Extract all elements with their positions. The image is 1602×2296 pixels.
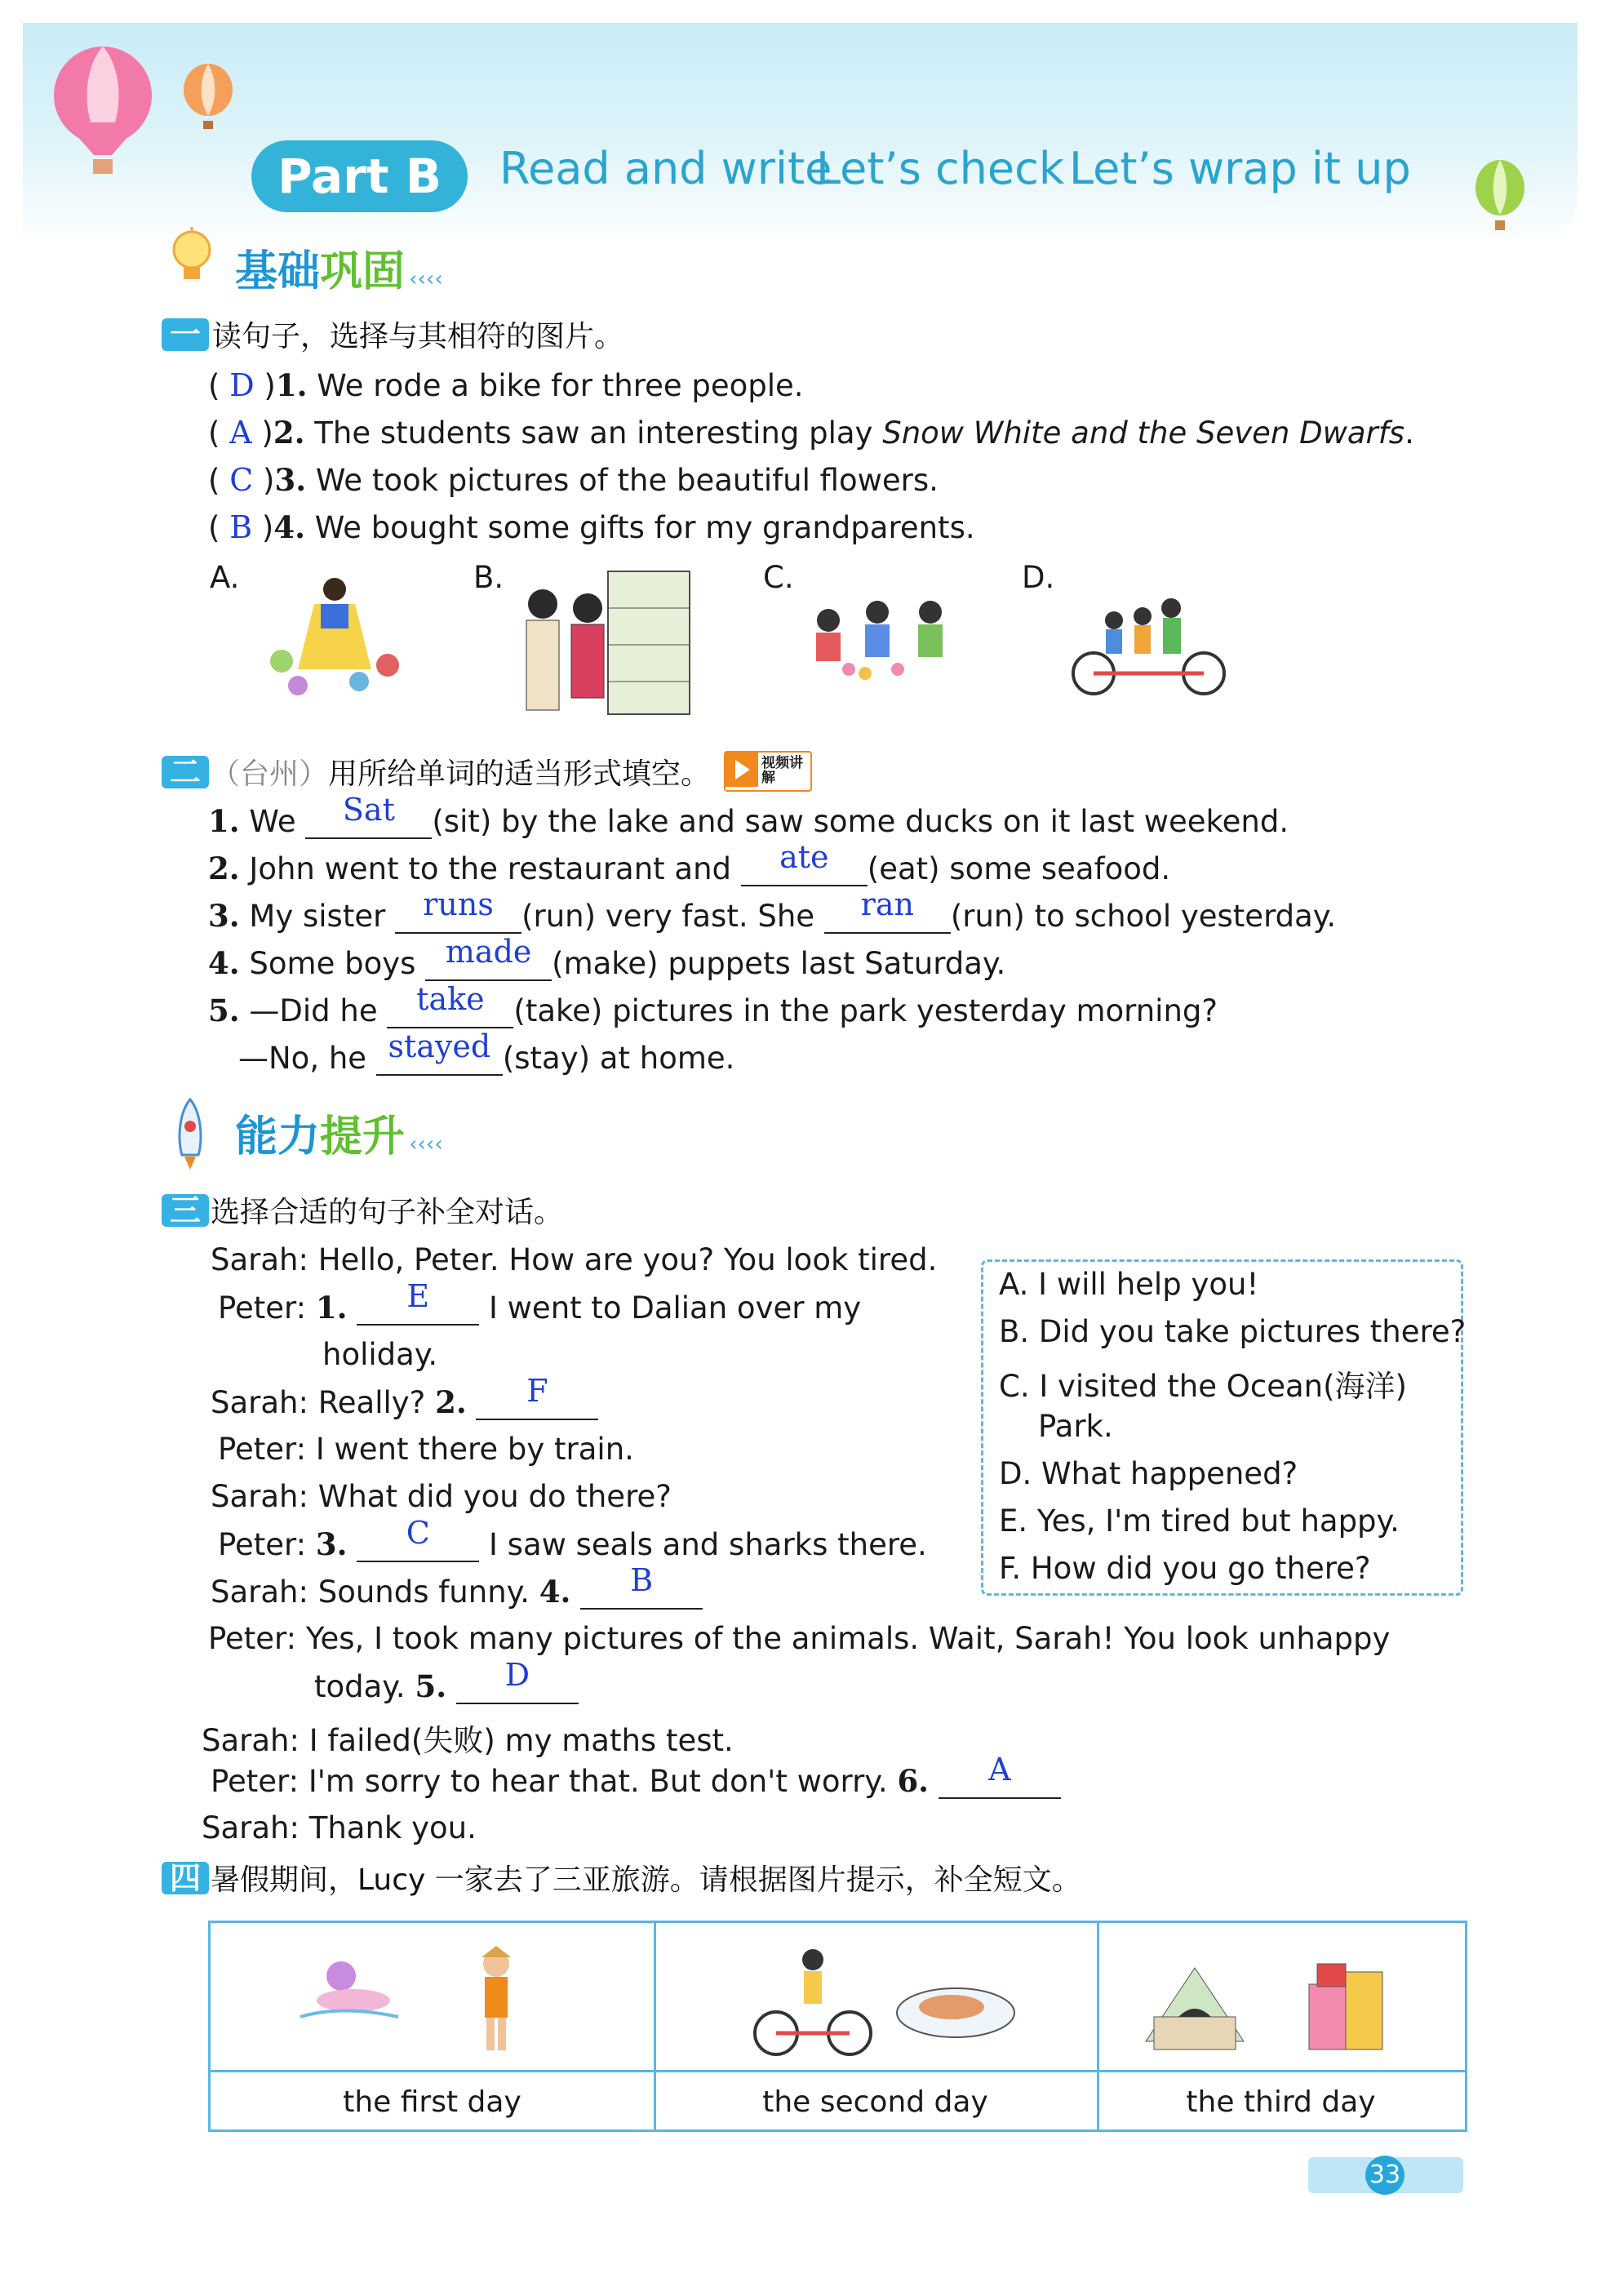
speaker: Sarah: (202, 1723, 300, 1758)
pic-label: B. (473, 560, 504, 595)
chevrons-icon: ‹‹‹‹ (409, 1132, 443, 1157)
section-title-part-b: 提升 (320, 1112, 406, 1161)
dialogue-line (314, 1657, 579, 1706)
speaker: Peter: (218, 1527, 307, 1562)
q1-item: ( D )1. We rode a bike for three people. (208, 367, 804, 403)
answer: F (526, 1373, 548, 1409)
dialogue-line (218, 1278, 862, 1327)
cycling-seafood-picture (735, 1935, 1021, 2066)
speaker: Sarah: (211, 1385, 308, 1420)
item-number: 4. (208, 945, 240, 981)
question-instruction: 读句子，选择与其相符的图片。 (212, 320, 624, 353)
item-number: 6. (897, 1763, 930, 1799)
item-number: 2. (435, 1384, 467, 1420)
dialogue-line (211, 1242, 937, 1277)
item-number: 3. (208, 898, 240, 934)
item-text: —Did he (249, 993, 388, 1028)
speaker: Peter: (218, 1432, 307, 1467)
day-cell (211, 1923, 656, 2129)
section-title-part-a: 能力 (235, 1112, 321, 1161)
q1-item: ( C )3. We took pictures of the beautiful flowers. (208, 462, 939, 498)
item-text: We (249, 804, 306, 839)
day-caption: the third day (1097, 2070, 1465, 2132)
pic-label: A. (210, 560, 240, 595)
answer: ran (860, 886, 914, 922)
answer: D (229, 367, 255, 403)
answer: A (988, 1752, 1011, 1788)
answer: ate (779, 839, 829, 875)
item-number: 1. (315, 1290, 348, 1326)
play-icon (726, 753, 758, 787)
swimming-picture (292, 1939, 578, 2062)
rocket-icon (170, 1098, 211, 1171)
item-text: Some boys (249, 946, 426, 981)
item-text: We rode a bike for three people. (317, 368, 804, 403)
answer: stayed (388, 1028, 491, 1064)
snow-white-picture (249, 571, 412, 702)
hot-air-balloon-icon (49, 45, 163, 184)
item-text: My sister (249, 899, 396, 934)
option: C. I visited the Ocean(海洋) (999, 1369, 1407, 1404)
speaker: Sarah: (211, 1479, 308, 1514)
page-number-bar (1308, 2157, 1463, 2193)
option: F. How did you go there? (999, 1551, 1371, 1586)
section-title-basic (235, 237, 443, 298)
dialogue-line (202, 1810, 477, 1845)
item-text: (stay) at home. (502, 1041, 735, 1076)
answer: B (630, 1562, 654, 1598)
dialogue-line (218, 1432, 634, 1467)
question-instruction (211, 751, 710, 793)
video-button[interactable] (724, 751, 812, 792)
answer: runs (423, 886, 494, 922)
option: A. I will help you! (999, 1267, 1259, 1302)
item-text: John went to the restaurant and (249, 851, 741, 886)
section-title-advanced (235, 1102, 443, 1163)
tab-lets-wrap-it-up: Let’s wrap it up (1069, 143, 1411, 194)
lightbulb-icon (163, 225, 220, 291)
q2-item (208, 792, 1289, 841)
source-region: （台州） (211, 757, 329, 791)
day-caption: the second day (654, 2070, 1097, 2132)
speaker: Peter: (211, 1764, 300, 1799)
dialogue-line (208, 1621, 1390, 1656)
answer: made (445, 934, 532, 970)
item-number: 2. (273, 415, 305, 451)
item-number: 5. (415, 1668, 447, 1704)
dialogue-text: I went there by train. (315, 1432, 634, 1467)
answer: C (406, 1515, 430, 1551)
dialogue-text: I saw seals and sharks there. (489, 1527, 927, 1562)
option: D. What happened? (999, 1456, 1298, 1491)
tab-lets-check: Let’s check (816, 143, 1065, 194)
small-balloon-icon (181, 64, 238, 137)
item-number: 2. (208, 850, 240, 886)
speaker: Sarah: (202, 1810, 300, 1845)
item-text-end: . (1405, 415, 1414, 451)
dialogue-line (218, 1515, 927, 1564)
day-cell (1097, 1923, 1465, 2129)
dialogue-text: Hello, Peter. How are you? You look tired. (317, 1242, 938, 1277)
item-text: —No, he (238, 1041, 376, 1076)
dialogue-line (211, 1373, 598, 1422)
item-text: The students saw an interesting play (314, 415, 883, 451)
dialogue-line (211, 1752, 1061, 1801)
question-instruction: 暑假期间，Lucy 一家去了三亚旅游。请根据图片提示，补全短文。 (211, 1863, 1081, 1897)
dialogue-line (322, 1337, 437, 1372)
question-number: 二 (162, 756, 209, 788)
item-number: 4. (273, 509, 305, 545)
answer: E (406, 1278, 430, 1314)
item-text: (sit) by the lake and saw some ducks on it last weekend. (432, 804, 1289, 839)
pic-label: D. (1022, 560, 1055, 595)
answer: B (229, 509, 253, 545)
question-instruction: 选择合适的句子补全对话。 (211, 1196, 564, 1229)
answer: D (504, 1657, 530, 1693)
speaker: Sarah: (211, 1242, 308, 1277)
option: Park. (1038, 1409, 1113, 1444)
question-number: 四 (162, 1862, 209, 1894)
item-text: (take) pictures in the park yesterday morning? (513, 993, 1218, 1028)
q1-item: ( A )2. The students saw an interesting play Snow White and the Seven Dwarfs. (208, 415, 1414, 451)
dialogue-text: today. (314, 1669, 406, 1704)
picture-table (208, 1921, 1467, 2132)
section-title-part-a: 基础 (235, 247, 321, 296)
q2-item (238, 1028, 735, 1077)
item-number: 3. (315, 1526, 348, 1562)
answer: Sat (342, 792, 395, 828)
item-text: (eat) some seafood. (867, 851, 1171, 886)
dialogue-text: Really? (317, 1385, 426, 1420)
q2-item (208, 981, 1218, 1030)
q2-item (208, 934, 1006, 983)
pic-label: C. (763, 560, 794, 595)
page-number: 33 (1365, 2156, 1405, 2195)
tab-read-and-write: Read and write (499, 143, 832, 194)
dialogue-text: I went to Dalian over my (489, 1290, 862, 1326)
dialogue-text: Sounds funny. (317, 1574, 530, 1610)
dialogue-text: I failed(失败) my maths test. (308, 1723, 734, 1758)
dialogue-text: holiday. (322, 1337, 438, 1372)
item-text: We bought some gifts for my grandparents. (314, 510, 975, 545)
item-number: 1. (275, 367, 308, 403)
green-balloon-icon (1473, 159, 1530, 241)
item-number: 4. (539, 1574, 571, 1610)
dialogue-text: What did you do there? (317, 1479, 672, 1514)
dialogue-line (211, 1562, 703, 1611)
dialogue-line (211, 1479, 672, 1514)
answer: take (416, 981, 485, 1017)
speaker: Peter: (218, 1290, 307, 1326)
option: B. Did you take pictures there? (999, 1314, 1467, 1349)
item-text: (run) to school yesterday. (950, 899, 1337, 934)
q2-item (208, 839, 1171, 888)
sightseeing-gifts-picture (1138, 1935, 1431, 2066)
answer: C (229, 462, 254, 498)
shopping-picture (510, 567, 698, 722)
play-title: Snow White and the Seven Dwarfs (882, 415, 1405, 451)
video-label: 视频讲解 (761, 755, 803, 786)
speaker: Sarah: (211, 1574, 308, 1610)
section-title-part-b: 巩固 (320, 247, 406, 296)
taking-pictures-picture (800, 588, 963, 686)
tandem-bike-picture (1065, 575, 1228, 698)
item-text: (make) puppets last Saturday. (552, 946, 1006, 981)
part-badge: Part B (251, 140, 468, 212)
q1-item: ( B )4. We bought some gifts for my grandparents. (208, 509, 975, 545)
option: E. Yes, I'm tired but happy. (999, 1503, 1400, 1539)
dialogue-text: Yes, I took many pictures of the animals. Wait, Sarah! You look unhappy (305, 1621, 1391, 1656)
header-banner (23, 23, 1578, 245)
item-number: 1. (208, 803, 240, 839)
answer: A (229, 415, 252, 451)
item-number: 5. (208, 993, 240, 1028)
day-caption: the first day (211, 2070, 654, 2132)
chevrons-icon: ‹‹‹‹ (409, 267, 443, 291)
question-number: 一 (162, 318, 209, 351)
instruction-text: 用所给单词的适当形式填空。 (328, 757, 711, 791)
dialogue-line (202, 1716, 734, 1760)
item-number: 3. (274, 462, 307, 498)
dialogue-text: I'm sorry to hear that. But don't worry. (308, 1764, 888, 1799)
item-text: (run) very fast. She (521, 899, 824, 934)
day-cell (654, 1923, 1099, 2129)
question-number: 三 (162, 1194, 209, 1227)
speaker: Peter: (208, 1621, 297, 1656)
dialogue-text: Thank you. (308, 1810, 477, 1845)
q2-item (208, 886, 1337, 935)
item-text: We took pictures of the beautiful flowers. (315, 463, 939, 498)
